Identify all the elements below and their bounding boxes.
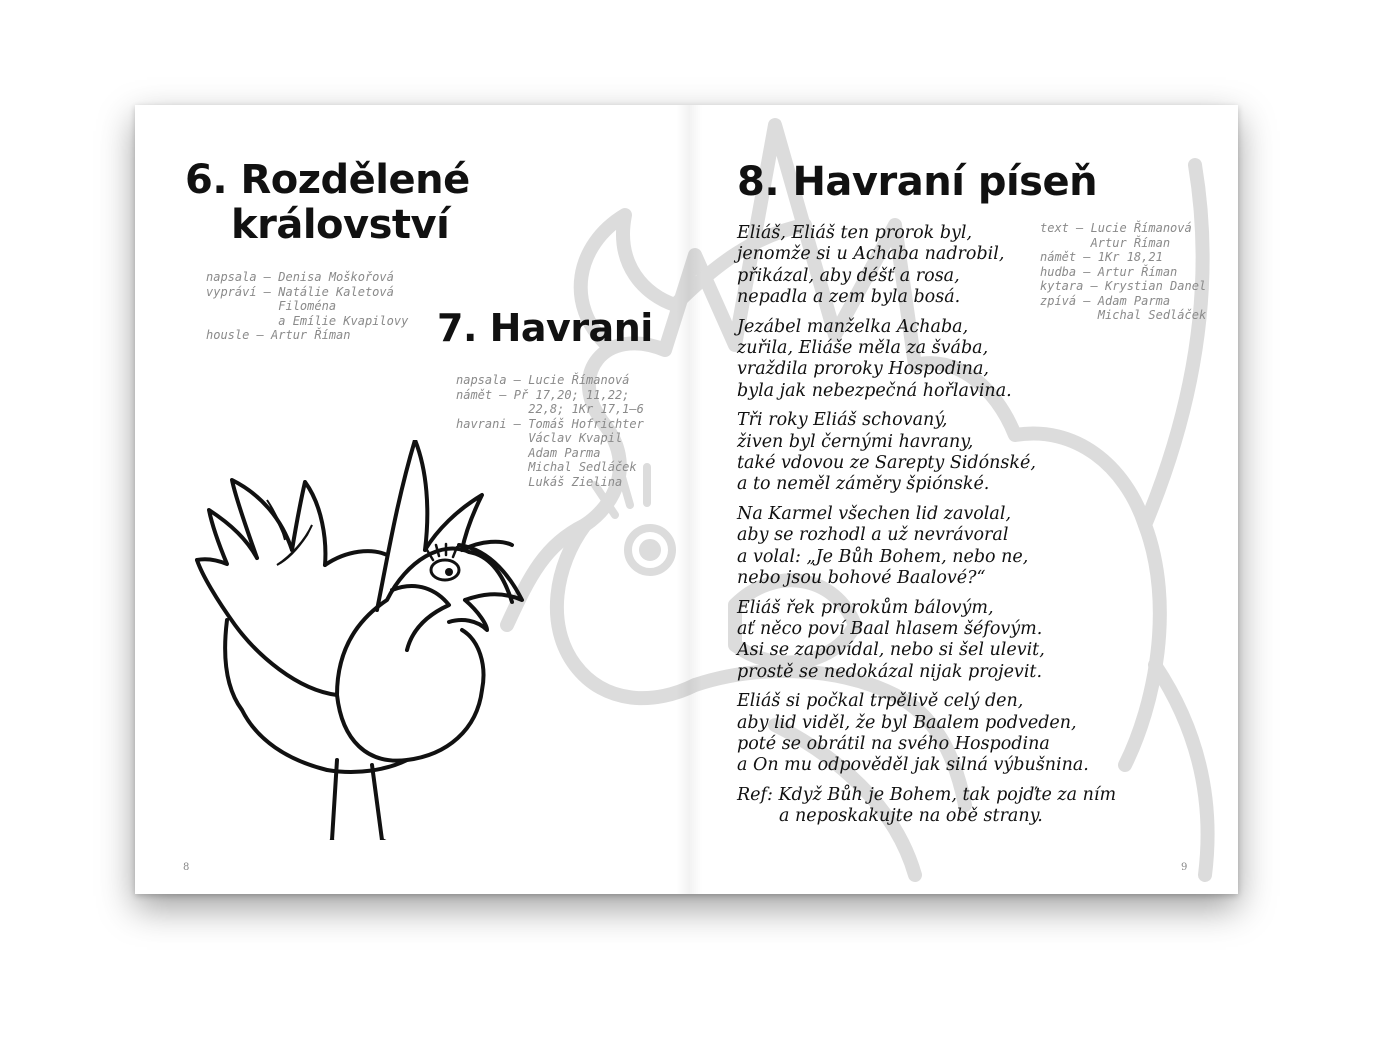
song6-title-line1: 6. Rozdělené (185, 157, 470, 203)
verse (737, 317, 1116, 402)
verse (737, 504, 1116, 589)
lyric-line: ať něco poví Baal hlasem šéfovým. (737, 619, 1043, 640)
lyric-line: živen byl černými havrany, (737, 431, 974, 452)
song8-credits: text – Lucie Římanová Artur Říman námět – 1Kr 18,21 hudba – Artur Říman kytara – Krystian Danel zpívá – Adam Parma Michal Sedláček (1040, 221, 1207, 322)
lyric-line: vraždila proroky Hospodina, (737, 359, 989, 380)
lyric-line: a On mu odpověděl jak silná výbušnina. (737, 755, 1089, 776)
refrain (737, 785, 1116, 828)
lyric-line: jenomže si u Achaba nadrobil, (737, 244, 1005, 265)
lyric-line: Tři roky Eliáš schovaný, (737, 410, 948, 431)
lyric-line: Eliáš si počkal trpělivě celý den, (737, 691, 1024, 712)
lyric-line: nebo jsou bohové Baalové?“ (737, 567, 986, 588)
page-number-right: 9 (1181, 862, 1188, 873)
verse (737, 410, 1116, 495)
song8-title: 8. Havraní píseň (737, 159, 1098, 205)
verse (737, 598, 1116, 683)
song8-lyrics (737, 223, 1116, 836)
book-gutter (676, 105, 702, 894)
lyric-line: nepadla a zem byla bosá. (737, 286, 961, 307)
lyric-line: Jezábel manželka Achaba, (737, 316, 969, 337)
raven-illustration (187, 440, 527, 840)
lyric-line: Eliáš, Eliáš ten prorok byl, (737, 223, 973, 243)
lyric-line: Na Karmel všechen lid zavolal, (737, 504, 1012, 525)
song7-title: 7. Havrani (437, 306, 653, 350)
refrain-line: Ref: Když Bůh je Bohem, tak pojďte za ním (737, 785, 1117, 806)
lyric-line: byla jak nebezpečná hořlavina. (737, 380, 1012, 401)
lyric-line: zuřila, Eliáše měla za švába, (737, 337, 989, 358)
refrain-line: a neposkakujte na obě strany. (779, 806, 1043, 827)
page-number-left: 8 (183, 862, 190, 873)
lyric-line: aby lid viděl, že byl Baalem podveden, (737, 712, 1077, 733)
lyric-line: Asi se zapovídal, nebo si šel ulevit, (737, 640, 1045, 661)
verse (737, 691, 1116, 776)
song7-credits: napsala – Lucie Římanová námět – Př 17,20; 11,22; 22,8; 1Kr 17,1–6 havrani – Tomáš Hofrichter Václav Kvapil Adam Parma Michal Sedláček Lukáš Zielina (456, 373, 644, 489)
lyric-line: poté se obrátil na svého Hospodina (737, 734, 1050, 755)
lyric-line: aby se rozhodl a už nevrávoral (737, 525, 1009, 546)
lyric-line: a to neměl záměry špiónské. (737, 474, 990, 495)
lyric-line: prostě se nedokázal nijak projevit. (737, 661, 1043, 682)
song6-title-line2: království (231, 202, 450, 248)
book-spread (135, 105, 1238, 894)
song6-credits: napsala – Denisa Moškořová vypráví – Natálie Kaletová Filoména a Emílie Kvapilovy housle – Artur Říman (206, 270, 409, 342)
lyric-line: a volal: „Je Bůh Bohem, nebo ne, (737, 546, 1029, 567)
verse (737, 223, 1116, 308)
lyric-line: Eliáš řek prorokům bálovým, (737, 597, 994, 618)
lyric-line: také vdovou ze Sarepty Sidónské, (737, 452, 1036, 473)
lyric-line: přikázal, aby déšť a rosa, (737, 265, 960, 286)
